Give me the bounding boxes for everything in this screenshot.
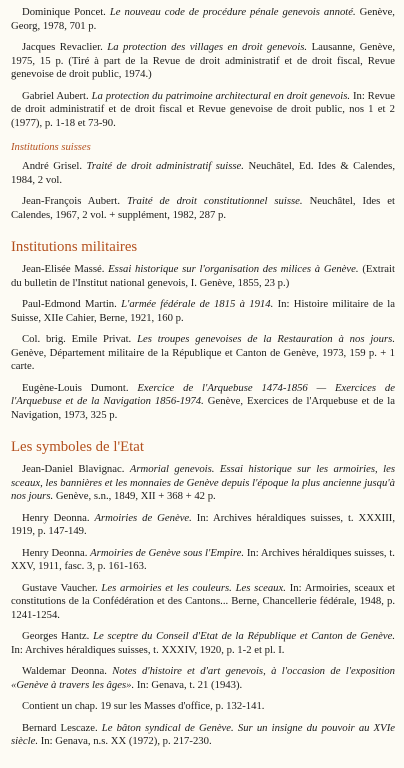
section-heading-symboles: Les symboles de l'Etat bbox=[11, 439, 144, 455]
entry-author: Bernard Lescaze. bbox=[22, 721, 102, 734]
entry-title: La protection du patrimoine architectural en droit genevois. bbox=[91, 89, 353, 102]
entry-details: Genève, Département militaire de la République et Canton de Genève, 1973, 159 p. + 1 carte. bbox=[11, 346, 395, 372]
entry-title: Exercice de l'Arquebuse 1474-1856 — Exercices de l'Arquebuse et de la Navigation 1856-1974. bbox=[11, 381, 396, 407]
entries-block-4 bbox=[11, 463, 395, 692]
entry-author: Georges Hantz. bbox=[22, 630, 94, 642]
note-continuation: Contient un chap. 19 sur les Masses d'office, p. 132-141. bbox=[22, 700, 265, 712]
entry-author: Gabriel Aubert. bbox=[22, 89, 92, 102]
bibliography-entry bbox=[11, 90, 395, 131]
entry-details: Genève, Georg, 1978, 701 p. bbox=[11, 6, 395, 32]
entry-author: Jacques Revaclier. bbox=[22, 41, 108, 53]
entry-title: Armorial genevois. Essai historique sur les armoiries, les sceaux, les bannières et les monnaies de Genève depuis l'époque la plus ancienne jusqu'à nos jours. bbox=[11, 463, 395, 502]
bibliography-entry bbox=[11, 547, 395, 574]
entries-block-5 bbox=[11, 722, 395, 749]
entry-details: Neuchâtel, Ides et Calendes, 1967, 2 vol. + supplément, 1982, 287 p. bbox=[11, 195, 395, 221]
entry-details: In: Histoire militaire de la Suisse, XIIe Cahier, Berne, 1921, 160 p. bbox=[11, 298, 395, 324]
entry-details: In: Armoiries, sceaux et constitutions de la Confédération et des Cantons... Berne, Chancellerie fédérale, 1948, p. 1241-1254. bbox=[11, 581, 395, 621]
bibliography-entry bbox=[11, 263, 395, 290]
bibliography-entry bbox=[11, 382, 395, 423]
entries-block-2 bbox=[11, 160, 395, 222]
entry-title: Essai historique sur l'organisation des milices à Genève. bbox=[108, 263, 363, 275]
entry-details: Genève, Exercices de l'Arquebuse et de la Navigation, 1973, 325 p. bbox=[11, 395, 395, 421]
entry-title: Traité de droit administratif suisse. bbox=[86, 160, 249, 172]
entry-author: Waldemar Deonna. bbox=[22, 665, 113, 677]
entry-details: Genève, s.n., 1849, XII + 368 + 42 p. bbox=[55, 490, 216, 502]
bibliography-entry bbox=[11, 463, 395, 504]
entry-details: In: Genava, n.s. XX (1972), p. 217-230. bbox=[40, 735, 212, 747]
entry-author: Jean-Daniel Blavignac. bbox=[22, 463, 130, 475]
subheading-institutions-suisses: Institutions suisses bbox=[11, 142, 91, 153]
bibliography-entry bbox=[11, 512, 395, 539]
entry-details: Lausanne, Genève, 1975, 15 p. (Tiré à part de la Revue de droit administratif et de droit fiscal, Revue genevoise de droit public, 1974.) bbox=[11, 41, 396, 80]
entry-title: Armoiries de Genève. bbox=[94, 511, 197, 524]
entry-title: La protection des villages en droit genevois. bbox=[107, 41, 312, 53]
entry-author: Jean-Elisée Massé. bbox=[22, 263, 109, 275]
entry-title: Les armoiries et les couleurs. Les sceaux. bbox=[101, 581, 290, 594]
entry-title: Traité de droit constitutionnel suisse. bbox=[127, 195, 310, 207]
entry-title: Armoiries de Genève sous l'Empire. bbox=[90, 546, 247, 559]
entry-author: Paul-Edmond Martin. bbox=[22, 298, 122, 310]
bibliography-entry bbox=[11, 195, 395, 222]
bibliography-entry bbox=[11, 582, 395, 623]
entry-title: Le sceptre du Conseil d'Etat de la République et Canton de Genève. bbox=[93, 630, 396, 642]
entry-details: Neuchâtel, Ed. Ides & Calendes, 1984, 2 vol. bbox=[11, 160, 395, 186]
entry-title: Notes d'histoire et d'art genevois, à l'occasion de l'exposition «Genève à travers les âges». bbox=[11, 665, 395, 691]
entry-title: Le nouveau code de procédure pénale genevois annoté. bbox=[109, 6, 360, 18]
entry-author: Col. brig. Emile Privat. bbox=[22, 333, 138, 345]
entry-details: In: Archives héraldiques suisses, t. XXXIII, 1919, p. 147-149. bbox=[11, 511, 396, 537]
entry-author: Henry Deonna. bbox=[22, 511, 95, 524]
section-heading-institutions-militaires: Institutions militaires bbox=[11, 239, 138, 255]
bibliography-entry bbox=[11, 722, 395, 749]
entry-details: In: Genava, t. 21 (1943). bbox=[136, 678, 243, 691]
entry-details: In: Archives héraldiques suisses, t. XXXIV, 1920, p. 1-2 et pl. I. bbox=[11, 643, 285, 656]
entry-title: Le bâton syndical de Genève. Sur un insigne du pouvoir au XVIe siècle. bbox=[11, 721, 395, 747]
entries-block-3 bbox=[11, 263, 395, 422]
bibliography-entry bbox=[11, 665, 395, 692]
bibliography-entry bbox=[11, 333, 395, 374]
bibliography-entry bbox=[11, 6, 395, 33]
entry-title: Les troupes genevoises de la Restauration à nos jours. bbox=[137, 333, 395, 345]
bibliography-entry bbox=[11, 41, 395, 82]
bibliography-entry bbox=[11, 630, 395, 657]
entry-details: In: Revue de droit administratif et de droit fiscal et Revue genevoise de droit public, nos 1 et 2 (1977), p. 1-18 et 73-90. bbox=[11, 89, 395, 129]
entry-title: L'armée fédérale de 1815 à 1914. bbox=[121, 298, 278, 310]
bibliography-entry bbox=[11, 298, 395, 325]
entry-author: Dominique Poncet. bbox=[22, 6, 110, 18]
entry-details: (Extrait du bulletin de l'Institut national genevois, I. Genève, 1855, 23 p.) bbox=[11, 263, 395, 289]
entry-author: Henry Deonna. bbox=[22, 546, 91, 559]
entry-author: André Grisel. bbox=[22, 160, 87, 172]
entry-author: Jean-François Aubert. bbox=[22, 195, 128, 207]
entry-author: Gustave Vaucher. bbox=[22, 581, 102, 594]
bibliography-entry bbox=[11, 160, 395, 187]
entry-author: Eugène-Louis Dumont. bbox=[22, 381, 138, 394]
entries-block-1 bbox=[11, 6, 395, 130]
entry-details: In: Archives héraldiques suisses, t. XXV, 1911, fasc. 3, p. 161-163. bbox=[11, 546, 395, 572]
